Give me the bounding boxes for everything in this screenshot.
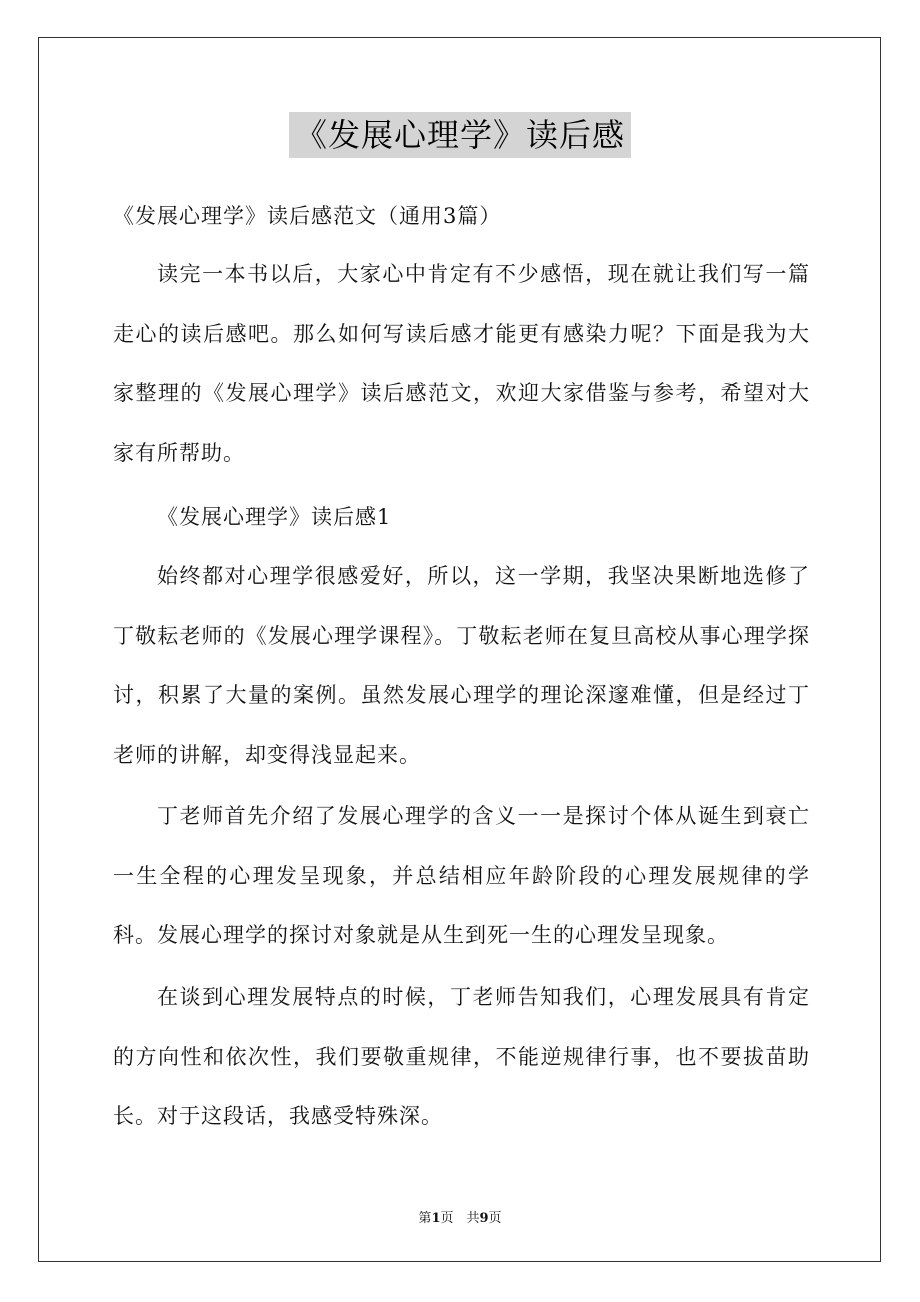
intro-paragraph: 读完一本书以后，大家心中肯定有不少感悟，现在就让我们写一篇走心的读后感吧。那么如何写读后感才能更有感染力呢？下面是我为大家整理的《发展心理学》读后感范文，欢迎大家借鉴与参考，希望对大家有所帮助。 [113, 262, 810, 465]
body-paragraph-3: 在谈到心理发展特点的时候，丁老师告知我们，心理发展具有肯定的方向性和依次性，我们要敬重规律，不能逆规律行事，也不要拔苗助长。对于这段话，我感受特殊深。 [113, 985, 810, 1128]
body-paragraph-1: 始终都对心理学很感爱好，所以，这一学期，我坚决果断地选修了丁敬耘老师的《发展心理学课程》。丁敬耘老师在复旦高校从事心理学探讨，积累了大量的案例。虽然发展心理学的理论深邃难懂，但是经过丁老师的讲解，却变得浅显起来。 [113, 564, 810, 767]
footer-suffix: 页 [488, 1211, 502, 1226]
body-paragraph-2: 丁老师首先介绍了发展心理学的含义一一是探讨个体从诞生到衰亡一生全程的心理发呈现象，并总结相应年龄阶段的心理发展规律的学科。发展心理学的探讨对象就是从生到死一生的心理发呈现象。 [113, 804, 810, 947]
section-heading: 《发展心理学》读后感1 [157, 505, 392, 529]
footer-current-page: 1 [431, 1211, 441, 1226]
page-footer [0, 1207, 920, 1226]
document-subtitle: 《发展心理学》读后感范文（通用3篇） [113, 204, 502, 228]
footer-middle: 页 共 [440, 1211, 480, 1226]
footer-total-pages: 9 [479, 1211, 489, 1226]
title-container [0, 112, 920, 158]
document-title: 《发展心理学》读后感 [289, 112, 631, 158]
footer-prefix: 第 [418, 1211, 432, 1226]
